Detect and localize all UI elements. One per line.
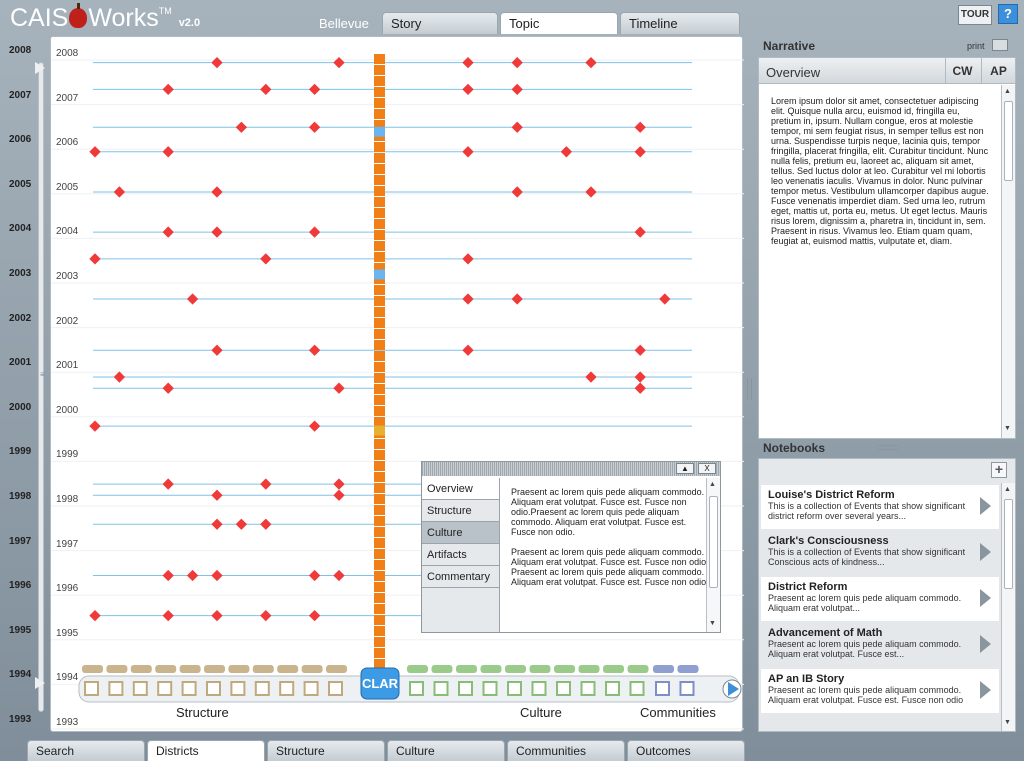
event-diamond[interactable] xyxy=(309,420,320,431)
timeline-bar-highlight[interactable] xyxy=(374,127,385,137)
rail-year-label: 1993 xyxy=(9,714,32,725)
structure-checkbox[interactable] xyxy=(329,682,342,695)
tab-outcomes[interactable]: Outcomes xyxy=(627,740,745,761)
event-diamond[interactable] xyxy=(211,186,222,197)
notebook-description: This is a collection of Events that show significant Conscious acts of kindness... xyxy=(768,547,966,567)
event-diamond[interactable] xyxy=(512,293,523,304)
event-diamond[interactable] xyxy=(187,570,198,581)
timeline-bar-segment[interactable] xyxy=(374,142,385,152)
timeline-bar-segment[interactable] xyxy=(374,626,385,636)
event-diamond[interactable] xyxy=(333,490,344,501)
timeline-bar-highlight[interactable] xyxy=(374,426,385,436)
popup-menu xyxy=(422,478,500,632)
event-diamond[interactable] xyxy=(512,122,523,133)
timeline-bar-segment[interactable] xyxy=(374,384,385,394)
chart-year-label: 2006 xyxy=(56,137,79,149)
event-diamond[interactable] xyxy=(260,253,271,264)
notebooks-header: Notebooks xyxy=(763,441,826,455)
tab-search[interactable]: Search xyxy=(27,740,145,761)
culture-checkbox[interactable] xyxy=(606,682,619,695)
notebook-open-arrow-icon[interactable] xyxy=(980,681,991,699)
event-diamond[interactable] xyxy=(462,293,473,304)
culture-chip[interactable] xyxy=(530,665,551,673)
column-label-culture: Culture xyxy=(520,705,562,720)
event-diamond[interactable] xyxy=(585,57,596,68)
add-notebook-button[interactable]: + xyxy=(991,462,1007,478)
structure-chip[interactable] xyxy=(302,665,323,673)
timeline-bar-segment[interactable] xyxy=(374,208,385,218)
event-diamond[interactable] xyxy=(163,226,174,237)
tab-districts[interactable]: Districts xyxy=(147,740,265,761)
event-diamond[interactable] xyxy=(309,570,320,581)
ap-button[interactable]: AP xyxy=(981,58,1015,84)
tab-communities[interactable]: Communities xyxy=(507,740,625,761)
timeline-bar-segment[interactable] xyxy=(374,604,385,614)
timeline-bar-segment[interactable] xyxy=(374,450,385,460)
year-rail-grip-icon[interactable]: ≡ xyxy=(40,370,45,379)
narrative-scroll-thumb[interactable] xyxy=(1004,101,1013,181)
chart-year-label: 2004 xyxy=(56,226,79,238)
event-diamond[interactable] xyxy=(635,371,646,382)
timeline-bar-segment[interactable] xyxy=(374,538,385,548)
timeline-bar-segment[interactable] xyxy=(374,637,385,647)
timeline-bar-segment[interactable] xyxy=(374,549,385,559)
timeline-bar-segment[interactable] xyxy=(374,406,385,416)
timeline-bar-segment[interactable] xyxy=(374,593,385,603)
notebook-title: Advancement of Math xyxy=(768,627,883,639)
event-diamond[interactable] xyxy=(462,345,473,356)
popup-close-button[interactable]: X xyxy=(698,463,716,474)
tab-timeline[interactable]: Timeline xyxy=(620,12,740,34)
structure-checkbox[interactable] xyxy=(85,682,98,695)
notebooks-resize-grip-icon[interactable] xyxy=(878,445,898,450)
culture-checkbox[interactable] xyxy=(484,682,497,695)
culture-chip[interactable] xyxy=(554,665,575,673)
communities-chip[interactable] xyxy=(653,665,674,673)
popup-scrollbar[interactable] xyxy=(706,478,720,632)
event-diamond[interactable] xyxy=(163,84,174,95)
event-diamond[interactable] xyxy=(333,570,344,581)
timeline-bar-segment[interactable] xyxy=(374,461,385,471)
tab-culture[interactable]: Culture xyxy=(387,740,505,761)
event-diamond[interactable] xyxy=(635,226,646,237)
event-diamond[interactable] xyxy=(333,57,344,68)
chart-year-label: 2001 xyxy=(56,360,79,372)
event-diamond[interactable] xyxy=(163,570,174,581)
timeline-bar-segment[interactable] xyxy=(374,362,385,372)
chart-year-label: 2002 xyxy=(56,315,79,327)
structure-chip[interactable] xyxy=(106,665,127,673)
column-label-structure: Structure xyxy=(176,705,229,720)
notebook-description: Praesent ac lorem quis pede aliquam commodo. Aliquam erat volutpat. Fusce est... xyxy=(768,639,962,659)
timeline-bar-segment[interactable] xyxy=(374,109,385,119)
culture-checkbox[interactable] xyxy=(557,682,570,695)
help-button[interactable]: ? xyxy=(998,4,1018,24)
timeline-bar-segment[interactable] xyxy=(374,307,385,317)
rail-year-label: 2001 xyxy=(9,357,32,369)
event-diamond[interactable] xyxy=(309,84,320,95)
culture-chip[interactable] xyxy=(456,665,477,673)
culture-checkbox[interactable] xyxy=(582,682,595,695)
notebook-item[interactable] xyxy=(761,577,999,621)
notebook-open-arrow-icon[interactable] xyxy=(980,497,991,515)
chart-year-label: 1994 xyxy=(56,672,79,684)
structure-chip[interactable] xyxy=(82,665,103,673)
popup-collapse-button[interactable]: ▲ xyxy=(676,463,694,474)
year-rail[interactable] xyxy=(4,36,48,736)
event-diamond[interactable] xyxy=(512,186,523,197)
rail-year-label: 2002 xyxy=(9,312,32,324)
event-diamond[interactable] xyxy=(309,345,320,356)
chart-year-label: 1999 xyxy=(56,449,79,461)
popup-item-culture[interactable]: Culture xyxy=(422,522,499,544)
popup-paragraph: Praesent ac lorem quis pede aliquam commodo. Aliquam erat volutpat. Fusce est. Fusce non odio.Praesent ac lorem quis pede aliquam commodo. Aliquam erat volutpat. Fusce est. Fusce non odio. xyxy=(511,487,705,537)
event-diamond[interactable] xyxy=(462,253,473,264)
scroll-down-icon[interactable]: ▼ xyxy=(1004,425,1011,432)
event-diamond[interactable] xyxy=(89,610,100,621)
timeline-bar-segment[interactable] xyxy=(374,230,385,240)
rail-year-label: 2005 xyxy=(9,178,32,190)
year-rail-track[interactable] xyxy=(38,62,44,712)
event-diamond[interactable] xyxy=(163,478,174,489)
event-diamond[interactable] xyxy=(260,84,271,95)
structure-checkbox[interactable] xyxy=(256,682,269,695)
culture-chip[interactable] xyxy=(432,665,453,673)
rail-year-label: 2000 xyxy=(9,401,32,413)
structure-checkbox[interactable] xyxy=(109,682,122,695)
event-diamond[interactable] xyxy=(309,226,320,237)
notebook-title: Clark's Consciousness xyxy=(768,535,889,547)
structure-checkbox[interactable] xyxy=(207,682,220,695)
timeline-bar-segment[interactable] xyxy=(374,153,385,163)
printer-icon[interactable] xyxy=(992,39,1008,51)
culture-chip[interactable] xyxy=(481,665,502,673)
scroll-up-icon[interactable]: ▲ xyxy=(1004,486,1011,493)
notebook-item[interactable] xyxy=(761,669,999,713)
rail-year-label: 1999 xyxy=(9,446,32,458)
culture-checkbox[interactable] xyxy=(631,682,644,695)
notebook-title: AP an IB Story xyxy=(768,673,845,685)
year-rail-bottom-handle[interactable] xyxy=(35,677,45,689)
event-diamond[interactable] xyxy=(211,610,222,621)
event-diamond[interactable] xyxy=(585,371,596,382)
event-diamond[interactable] xyxy=(635,383,646,394)
scroll-up-icon[interactable]: ▲ xyxy=(709,481,716,488)
location-label: Bellevue xyxy=(319,16,369,31)
structure-chip[interactable] xyxy=(253,665,274,673)
popup-item-structure[interactable]: Structure xyxy=(422,500,499,522)
structure-chip[interactable] xyxy=(131,665,152,673)
notebook-open-arrow-icon[interactable] xyxy=(980,543,991,561)
scroll-down-icon[interactable]: ▼ xyxy=(1004,719,1011,726)
culture-checkbox[interactable] xyxy=(508,682,521,695)
chart-year-label: 1997 xyxy=(56,538,79,550)
event-diamond[interactable] xyxy=(89,146,100,157)
timeline-bar-segment[interactable] xyxy=(374,329,385,339)
event-diamond[interactable] xyxy=(89,420,100,431)
timeline-bar-segment[interactable] xyxy=(374,76,385,86)
event-diamond[interactable] xyxy=(333,383,344,394)
event-diamond[interactable] xyxy=(163,146,174,157)
notebook-description: Praesent ac lorem quis pede aliquam commodo. Aliquam erat volutpat... xyxy=(768,593,962,613)
culture-checkbox[interactable] xyxy=(435,682,448,695)
structure-chip[interactable] xyxy=(277,665,298,673)
event-diamond[interactable] xyxy=(512,84,523,95)
communities-checkbox[interactable] xyxy=(656,682,669,695)
popup-item-artifacts[interactable]: Artifacts xyxy=(422,544,499,566)
rail-year-label: 2008 xyxy=(9,45,32,56)
timeline-bar-segment[interactable] xyxy=(374,527,385,537)
structure-checkbox[interactable] xyxy=(134,682,147,695)
structure-chip[interactable] xyxy=(180,665,201,673)
rail-year-label: 1996 xyxy=(9,580,32,592)
notebook-item[interactable] xyxy=(761,485,999,529)
tour-button[interactable]: TOUR xyxy=(958,5,992,25)
narrative-section-title: Overview xyxy=(766,65,821,80)
chart-year-label: 2007 xyxy=(56,92,79,104)
communities-chip[interactable] xyxy=(678,665,699,673)
event-diamond[interactable] xyxy=(89,253,100,264)
tab-structure[interactable]: Structure xyxy=(267,740,385,761)
timeline-bar-segment[interactable] xyxy=(374,65,385,75)
event-popup xyxy=(421,461,721,633)
narrative-toolbar xyxy=(759,58,1015,84)
notebook-item[interactable] xyxy=(761,623,999,667)
event-diamond[interactable] xyxy=(211,226,222,237)
rail-year-label: 1998 xyxy=(9,491,32,502)
event-diamond[interactable] xyxy=(211,345,222,356)
timeline-bar-segment[interactable] xyxy=(374,197,385,207)
timeline-bar-segment[interactable] xyxy=(374,340,385,350)
structure-chip[interactable] xyxy=(326,665,347,673)
timeline-bar-segment[interactable] xyxy=(374,219,385,229)
notebook-description: This is a collection of Events that show significant district reform over several years... xyxy=(768,501,966,521)
structure-checkbox[interactable] xyxy=(183,682,196,695)
event-diamond[interactable] xyxy=(635,345,646,356)
culture-chip[interactable] xyxy=(579,665,600,673)
event-diamond[interactable] xyxy=(309,610,320,621)
event-diamond[interactable] xyxy=(462,146,473,157)
event-diamond[interactable] xyxy=(260,610,271,621)
narrative-header: Narrative xyxy=(763,39,816,53)
culture-chip[interactable] xyxy=(505,665,526,673)
notebooks-panel xyxy=(758,458,1016,732)
timeline-bar-segment[interactable] xyxy=(374,318,385,328)
event-diamond[interactable] xyxy=(585,186,596,197)
communities-checkbox[interactable] xyxy=(681,682,694,695)
notebook-description: Praesent ac lorem quis pede aliquam commodo. Aliquam erat volutpat. Fusce est. Fusce non odio xyxy=(768,685,964,705)
rail-year-label: 2004 xyxy=(9,223,32,235)
event-diamond[interactable] xyxy=(211,57,222,68)
timeline-bar-segment[interactable] xyxy=(374,505,385,515)
event-diamond[interactable] xyxy=(236,519,247,530)
notebook-item[interactable] xyxy=(761,531,999,575)
rail-year-label: 2006 xyxy=(9,134,32,146)
timeline-bar-segment[interactable] xyxy=(374,648,385,658)
event-diamond[interactable] xyxy=(163,383,174,394)
app-logo: CAIS Works™ v2.0 xyxy=(10,4,201,32)
timeline-bar-highlight[interactable] xyxy=(374,269,385,279)
event-diamond[interactable] xyxy=(187,293,198,304)
event-diamond[interactable] xyxy=(462,84,473,95)
event-diamond[interactable] xyxy=(462,57,473,68)
timeline-bar-segment[interactable] xyxy=(374,296,385,306)
timeline-bar-segment[interactable] xyxy=(374,98,385,108)
chart-year-label: 2005 xyxy=(56,181,79,193)
panel-resize-grip-icon[interactable] xyxy=(747,378,752,400)
event-diamond[interactable] xyxy=(635,146,646,157)
apple-icon xyxy=(69,8,87,28)
popup-scroll-thumb[interactable] xyxy=(709,496,718,588)
rail-year-label: 1997 xyxy=(9,535,32,547)
timeline-bar-segment[interactable] xyxy=(374,571,385,581)
culture-chip[interactable] xyxy=(603,665,624,673)
year-rail-top-handle[interactable] xyxy=(35,62,45,74)
event-diamond[interactable] xyxy=(635,122,646,133)
culture-chip[interactable] xyxy=(407,665,428,673)
structure-checkbox[interactable] xyxy=(280,682,293,695)
event-diamond[interactable] xyxy=(561,146,572,157)
notebook-open-arrow-icon[interactable] xyxy=(980,635,991,653)
timeline-bar-segment[interactable] xyxy=(374,560,385,570)
timeline-bar-segment[interactable] xyxy=(374,582,385,592)
timeline-bar-segment[interactable] xyxy=(374,494,385,504)
structure-checkbox[interactable] xyxy=(305,682,318,695)
event-diamond[interactable] xyxy=(114,186,125,197)
popup-item-commentary[interactable]: Commentary xyxy=(422,566,499,588)
notebook-open-arrow-icon[interactable] xyxy=(980,589,991,607)
timeline-bar-segment[interactable] xyxy=(374,373,385,383)
narrative-text: Lorem ipsum dolor sit amet, consectetuer adipiscing elit. Quisque nulla arcu, euismod id, fringilla eu, pretium in, ipsum. Nullam congue, eros at molestie tempor, mi sem feugiat risus, in semper tellus est non urna. Suspendisse turpis neque, lacinia quis, tempor fringilla, placerat fringilla, elit. Curabitur tincidunt. Nunc nulla felis, pretium eu, laoreet ac, aliquam sit amet, tellus. Sed luctus dolor at leo. Curabitur vel mi lobortis leo venenatis iaculis. Vivamus in dolor. Nunc pulvinar tempor metus. Vestibulum ullamcorper dapibus augue. Fusce venenatis imperdiet diam. Sed urna leo, rutrum eget, mattis ut, porta eu, metus. Ut eget lectus. Mauris risus lorem, dignissim a, pharetra in, tincidunt in, sem. Praesent in risus. Vivamus leo. Etiam quam quam, feugiat at, euismod mattis, vulputate et, diam. xyxy=(771,96,989,246)
timeline-bar-segment[interactable] xyxy=(374,164,385,174)
timeline-bar-segment[interactable] xyxy=(374,285,385,295)
rail-year-label: 1994 xyxy=(9,669,32,681)
event-diamond[interactable] xyxy=(163,610,174,621)
event-diamond[interactable] xyxy=(211,519,222,530)
event-diamond[interactable] xyxy=(211,570,222,581)
timeline-bar-segment[interactable] xyxy=(374,186,385,196)
notebooks-scroll-thumb[interactable] xyxy=(1004,499,1013,589)
culture-chip[interactable] xyxy=(628,665,649,673)
timeline-bar-segment[interactable] xyxy=(374,87,385,97)
event-diamond[interactable] xyxy=(211,490,222,501)
structure-chip[interactable] xyxy=(204,665,225,673)
tab-topic[interactable]: Topic xyxy=(500,12,618,34)
narrative-scrollbar[interactable] xyxy=(1001,85,1015,438)
rail-year-label: 2003 xyxy=(9,268,32,279)
culture-checkbox[interactable] xyxy=(533,682,546,695)
notebook-title: District Reform xyxy=(768,581,848,593)
event-diamond[interactable] xyxy=(260,478,271,489)
rail-year-label: 2007 xyxy=(9,89,32,101)
chart-year-label: 1998 xyxy=(56,494,79,505)
timeline-bar-segment[interactable] xyxy=(374,516,385,526)
popup-item-overview[interactable]: Overview xyxy=(422,478,499,500)
timeline-bar-segment[interactable] xyxy=(374,483,385,493)
event-diamond[interactable] xyxy=(114,371,125,382)
chart-year-label: 2000 xyxy=(56,404,79,416)
structure-chip[interactable] xyxy=(228,665,249,673)
tab-story[interactable]: Story xyxy=(382,12,498,34)
timeline-bar-segment[interactable] xyxy=(374,175,385,185)
event-diamond[interactable] xyxy=(659,293,670,304)
timeline-bar-segment[interactable] xyxy=(374,615,385,625)
structure-checkbox[interactable] xyxy=(158,682,171,695)
chart-year-label: 2008 xyxy=(56,48,79,59)
notebook-title: Louise's District Reform xyxy=(768,489,895,501)
culture-checkbox[interactable] xyxy=(410,682,423,695)
event-diamond[interactable] xyxy=(309,122,320,133)
timeline-bar-segment[interactable] xyxy=(374,395,385,405)
timeline-bar-segment[interactable] xyxy=(374,472,385,482)
chart-year-label: 1995 xyxy=(56,627,79,639)
scroll-down-icon[interactable]: ▼ xyxy=(709,620,716,627)
notebooks-scrollbar[interactable] xyxy=(1001,483,1015,731)
narrative-panel xyxy=(758,57,1016,439)
timeline-bar-segment[interactable] xyxy=(374,54,385,64)
chart-year-label: 1996 xyxy=(56,583,79,595)
popup-paragraph: Praesent ac lorem quis pede aliquam commodo. Aliquam erat volutpat. Fusce est. Fusce non odio Praesent ac lorem quis pede aliquam commodo. Aliquam erat volutpat. Fusce est. Fusce non odio xyxy=(511,547,707,587)
timeline-bar-segment[interactable] xyxy=(374,417,385,427)
timeline-bar-segment[interactable] xyxy=(374,439,385,449)
clar-button-label[interactable]: CLAR xyxy=(361,676,399,691)
structure-checkbox[interactable] xyxy=(231,682,244,695)
chart-year-label: 2003 xyxy=(56,271,79,282)
event-diamond[interactable] xyxy=(512,57,523,68)
popup-text xyxy=(511,487,707,597)
timeline-bar-segment[interactable] xyxy=(374,351,385,361)
rail-year-label: 1995 xyxy=(9,624,32,636)
event-diamond[interactable] xyxy=(236,122,247,133)
scroll-up-icon[interactable]: ▲ xyxy=(1004,88,1011,95)
chart-year-label: 1993 xyxy=(56,717,79,728)
cw-button[interactable]: CW xyxy=(945,58,979,84)
structure-chip[interactable] xyxy=(155,665,176,673)
print-link[interactable]: print xyxy=(967,41,985,51)
timeline-bar-segment[interactable] xyxy=(374,241,385,251)
event-diamond[interactable] xyxy=(333,478,344,489)
event-diamond[interactable] xyxy=(260,519,271,530)
culture-checkbox[interactable] xyxy=(459,682,472,695)
timeline-bar-segment[interactable] xyxy=(374,252,385,262)
column-label-communities: Communities xyxy=(640,705,716,720)
